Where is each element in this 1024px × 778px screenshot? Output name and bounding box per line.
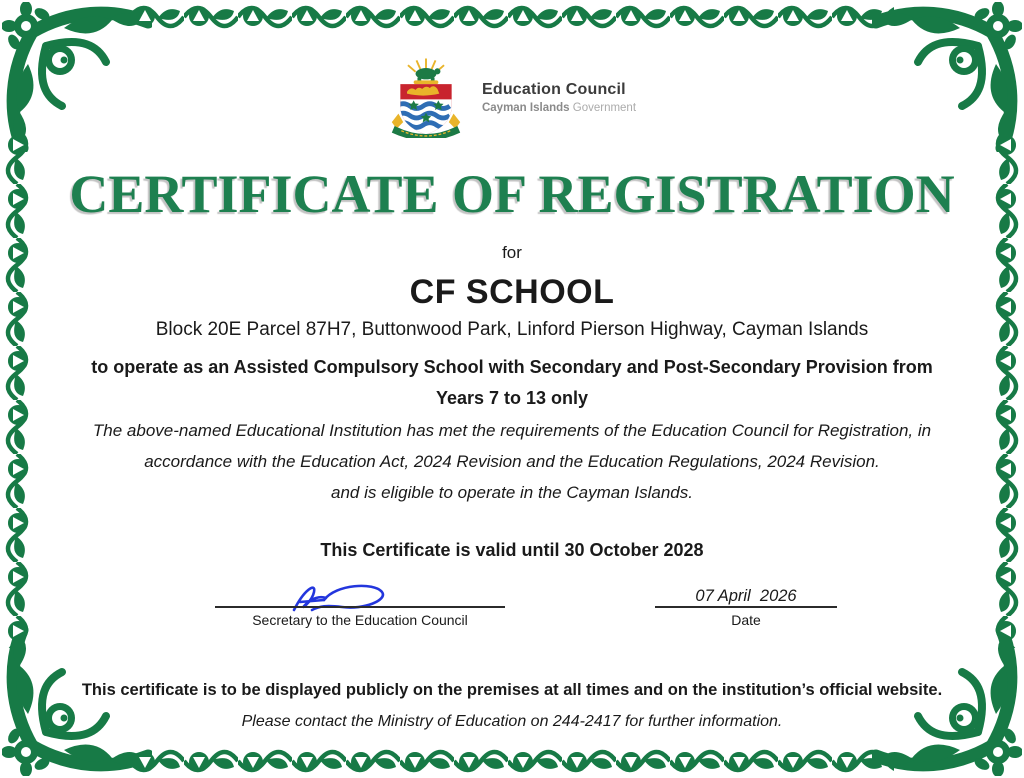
validity-statement: This Certificate is valid until 30 October 2028: [320, 540, 704, 560]
school-address: Block 20E Parcel 87H7, Buttonwood Park, Linford Pierson Highway, Cayman Islands: [155, 319, 869, 340]
signature-scribble-icon: [276, 580, 410, 614]
declaration-line2: accordance with the Education Act, 2024 Revision and the Education Regulations, 2024 Revision.: [144, 452, 880, 471]
declaration-line3: and is eligible to operate in the Cayman Islands.: [331, 483, 693, 502]
logo-gov-light: Government: [572, 101, 637, 114]
border-edge-top-pattern: [130, 2, 894, 32]
logo-wordmark: [482, 81, 636, 114]
certificate-title: CERTIFICATE OF REGISTRATION: [69, 164, 955, 224]
date-value: 07 April 2026: [695, 587, 797, 605]
footer-contact-notice: Please contact the Ministry of Education on 244-2417 for further information.: [241, 713, 783, 730]
date-label: Date: [731, 612, 761, 628]
school-name: CF SCHOOL: [409, 273, 615, 311]
declaration-line1: The above-named Educational Institution has met the requirements of the Education Council for Registration, in: [92, 421, 932, 440]
education-council-logo: [0, 56, 1024, 138]
logo-government-line: [482, 102, 636, 114]
logo-gov-bold: Cayman Islands: [481, 101, 570, 114]
logo-org-name: Education Council: [481, 80, 626, 98]
operation-statement-line2: Years 7 to 13 only: [435, 388, 589, 408]
border-edge-bottom-pattern: [130, 746, 894, 776]
footer-display-notice: This certificate is to be displayed publicly on the premises at all times and on the institution’s official website.: [81, 681, 943, 699]
signature-line: [215, 606, 505, 608]
signature-label: Secretary to the Education Council: [252, 612, 468, 628]
date-line: [655, 606, 837, 608]
operation-statement-line1: to operate as an Assisted Compulsory School with Secondary and Post-Secondary Provision from: [91, 357, 933, 377]
cayman-coat-of-arms-icon: [388, 56, 464, 138]
border-corner-bottom-right-ornament: [872, 626, 1022, 776]
for-label: for: [502, 243, 522, 262]
